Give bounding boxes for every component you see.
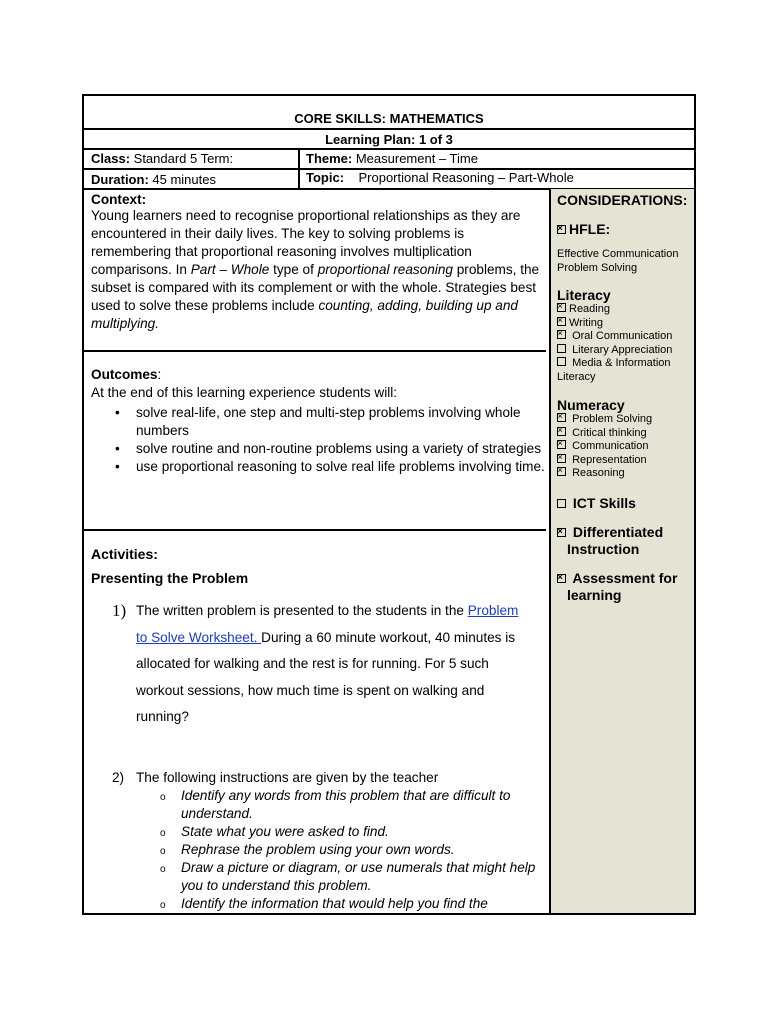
class-label: Class: bbox=[91, 151, 131, 166]
checkbox-checked-icon bbox=[557, 225, 566, 234]
literacy-heading: Literacy bbox=[557, 287, 611, 303]
worksheet-link[interactable]: Problem to Solve Worksheet. bbox=[136, 603, 519, 645]
numeracy-heading: Numeracy bbox=[557, 397, 625, 413]
theme-cell bbox=[306, 151, 478, 166]
ict-skills: ICT Skills bbox=[557, 495, 688, 512]
list-item: • solve real-life, one step and multi-step problems involving whole numbers bbox=[136, 404, 546, 440]
hfle-item: Effective Communication bbox=[557, 248, 679, 260]
hfle-label: HFLE: bbox=[569, 221, 611, 237]
literacy-list bbox=[557, 303, 688, 384]
list-item: o Identify the information that would help you find the bbox=[181, 895, 542, 913]
literacy-item: Literary Appreciation bbox=[557, 344, 688, 358]
numeracy-item: × Problem Solving bbox=[557, 413, 688, 427]
list-item: o State what you were asked to find. bbox=[181, 823, 542, 841]
context-label: Context: bbox=[91, 192, 147, 207]
duration-value: 45 minutes bbox=[148, 172, 216, 187]
class-value: Standard 5 Term: bbox=[130, 151, 234, 166]
divider bbox=[84, 148, 694, 150]
numeracy-list bbox=[557, 413, 688, 481]
divider bbox=[84, 350, 546, 352]
duration-cell bbox=[91, 172, 216, 187]
activities-heading: Activities: bbox=[91, 546, 158, 562]
step-number: 2) bbox=[112, 770, 125, 785]
theme-value: Measurement – Time bbox=[352, 151, 478, 166]
checkbox-checked-icon bbox=[557, 413, 566, 422]
list-item: o Draw a picture or diagram, or use numerals that might help you to understand this problem. bbox=[181, 859, 542, 895]
activity-step-2: 2) The following instructions are given by the teacher o Identify any words from this problem that are difficult to understand. o State what you were asked to find. o Rephrase the problem using your own words. o Draw a picture or diagram, or use numerals that might help you to understand this problem. o Identify the information that would help you find the bbox=[112, 769, 542, 913]
literacy-item: × Oral Communication bbox=[557, 330, 688, 344]
learning-plan-table bbox=[82, 94, 696, 915]
context-text: Young learners need to recognise proportional relationships as they are encountered in their daily lives. The key to solving problems is remembering that proportional reasoning involves multiplication comparisons. In Part – Whole type of proportional reasoning problems, the subset is compared with its complement or with the whole. Strategies best used to solve these problems include counting, adding, building up and multiplying. bbox=[91, 208, 540, 331]
numeracy-item: × Communication bbox=[557, 440, 688, 454]
checkbox-checked-icon bbox=[557, 454, 566, 463]
context-section bbox=[91, 193, 546, 333]
checkbox-checked-icon bbox=[557, 574, 566, 583]
checkbox-unchecked-icon bbox=[557, 357, 566, 366]
activities-section bbox=[91, 546, 546, 911]
checkbox-unchecked-icon bbox=[557, 499, 566, 508]
checkbox-checked-icon bbox=[557, 467, 566, 476]
list-item: o Identify any words from this problem that are difficult to understand. bbox=[181, 787, 542, 823]
divider bbox=[298, 148, 300, 189]
instruction-list bbox=[112, 787, 542, 913]
assessment-for-learning: × Assessment for learning bbox=[557, 570, 688, 604]
divider bbox=[84, 128, 694, 130]
hfle-list bbox=[557, 248, 688, 275]
outcomes-intro: At the end of this learning experience students will: bbox=[91, 385, 398, 400]
checkbox-checked-icon bbox=[557, 528, 566, 537]
outcomes-list bbox=[91, 404, 546, 476]
checkbox-checked-icon bbox=[557, 427, 566, 436]
considerations-panel bbox=[551, 189, 694, 913]
divider bbox=[549, 188, 551, 913]
duration-label: Duration: bbox=[91, 172, 149, 187]
list-item: • solve routine and non-routine problems using a variety of strategies bbox=[136, 440, 546, 458]
activity-step-1: 1) The written problem is presented to the students in the Problem to Solve Worksheet. During a 60 minute workout, 40 minutes is allocated for walking and the rest is for running. For 5 such workout sessions, how much time is spent on walking and running? bbox=[112, 598, 532, 731]
outcomes-label: Outcomes bbox=[91, 367, 158, 382]
checkbox-unchecked-icon bbox=[557, 344, 566, 353]
document-title: CORE SKILLS: MATHEMATICS bbox=[294, 111, 484, 126]
numeracy-item: × Representation bbox=[557, 454, 688, 468]
numeracy-item: × Critical thinking bbox=[557, 427, 688, 441]
differentiated-instruction: × Differentiated Instruction bbox=[557, 524, 688, 558]
outcomes-section: Outcomes: At the end of this learning experience students will: • solve real-life, one step and multi-step problems involving whole numbers • solve routine and non-routine problems using a variety of strategies • use proportional reasoning to solve real life problems involving time. bbox=[91, 366, 546, 476]
divider bbox=[84, 529, 546, 531]
literacy-item: ×Writing bbox=[557, 317, 688, 331]
numeracy-item: × Reasoning bbox=[557, 467, 688, 481]
class-cell bbox=[91, 151, 233, 166]
literacy-item-continuation: Literacy bbox=[557, 370, 596, 383]
theme-label: Theme: bbox=[306, 151, 353, 166]
step-number: 1) bbox=[112, 601, 127, 620]
checkbox-checked-icon bbox=[557, 317, 566, 326]
hfle-heading bbox=[557, 221, 688, 238]
list-item: o Rephrase the problem using your own words. bbox=[181, 841, 542, 859]
topic-cell bbox=[306, 170, 574, 185]
checkbox-checked-icon bbox=[557, 440, 566, 449]
learning-plan-number: Learning Plan: 1 of 3 bbox=[325, 132, 453, 147]
checkbox-checked-icon bbox=[557, 303, 566, 312]
topic-label: Topic: bbox=[306, 170, 345, 185]
literacy-item: ×Reading bbox=[557, 303, 688, 317]
hfle-item: Problem Solving bbox=[557, 261, 638, 274]
literacy-item: Media & Information bbox=[557, 357, 688, 371]
checkbox-checked-icon bbox=[557, 330, 566, 339]
topic-value: Proportional Reasoning – Part-Whole bbox=[358, 170, 574, 185]
considerations-heading: CONSIDERATIONS: bbox=[557, 192, 688, 208]
list-item: • use proportional reasoning to solve real life problems involving time. bbox=[136, 458, 546, 476]
presenting-problem-heading: Presenting the Problem bbox=[91, 570, 249, 586]
